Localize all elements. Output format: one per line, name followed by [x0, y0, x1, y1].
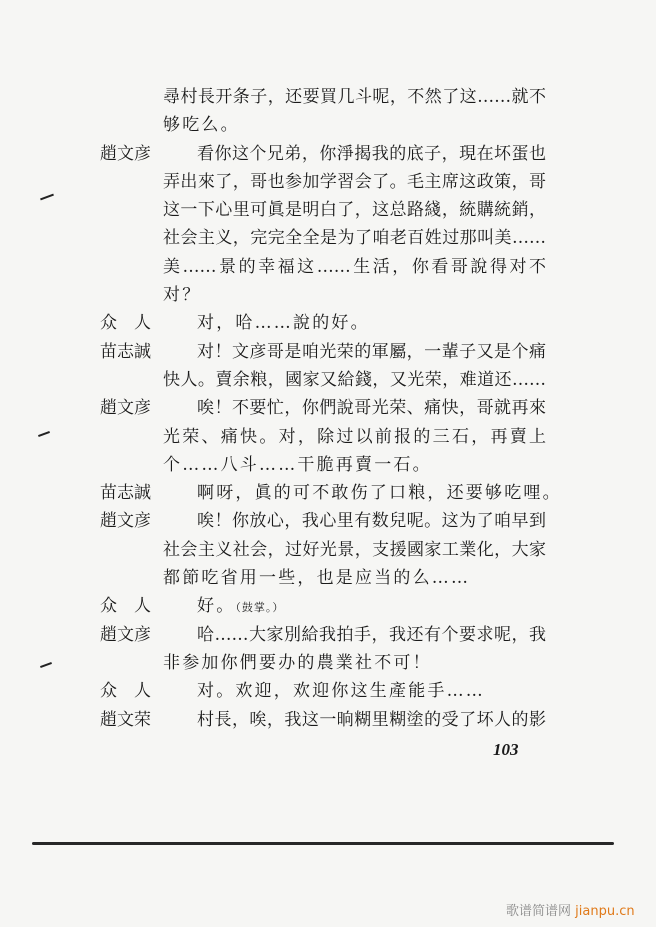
dialogue-line — [100, 592, 546, 620]
continuation-line — [100, 281, 546, 309]
line-text — [100, 196, 546, 224]
continuation-line — [100, 253, 546, 281]
script-text — [100, 83, 562, 734]
line-text — [100, 423, 546, 451]
stage-direction: （鼓掌。） — [235, 601, 285, 615]
dialogue-line — [100, 309, 546, 337]
continuation-line — [100, 366, 546, 394]
scan-speck — [40, 662, 52, 668]
line-text — [197, 621, 546, 649]
line-text-content: 够吃么。 — [163, 115, 240, 136]
line-text-content: 这一下心里可眞是明白了，这总路綫，統購統銷， — [163, 200, 546, 221]
speaker-name: 趙文彦 — [100, 143, 151, 164]
line-text — [197, 140, 546, 168]
page-number: 103 — [493, 740, 519, 759]
continuation-line — [100, 423, 546, 451]
watermark-site: 歌谱简谱网 — [506, 904, 572, 919]
line-text-content: 对，哈……說的好。 — [197, 313, 370, 334]
speaker-name: 趙文彦 — [100, 398, 151, 419]
continuation-line — [100, 224, 546, 252]
speaker-name: 趙文彦 — [100, 511, 151, 532]
line-text — [197, 338, 546, 366]
continuation-line — [100, 168, 546, 196]
speaker-name: 众 人 — [100, 313, 151, 334]
line-text-content: 哈……大家別給我拍手，我还有个要求呢，我 — [197, 624, 546, 645]
line-text-content: 个……八斗……干脆再賣一石。 — [163, 454, 432, 475]
line-text — [100, 366, 546, 394]
line-text-content: 啊呀，眞的可不敢伤了口粮，还要够吃哩。 — [197, 483, 562, 504]
line-text — [100, 168, 546, 196]
line-text-content: 社会主义，完完全全是为了咱老百姓过那叫美…… — [163, 228, 546, 249]
dialogue-line — [100, 706, 546, 734]
speaker-name: 趙文彦 — [100, 624, 151, 645]
line-text-content: 都節吃省用一些，也是应当的么…… — [163, 568, 471, 589]
line-text-content: 美……景的幸福这……生活，你看哥說得对不 — [163, 256, 546, 277]
speaker-name: 众 人 — [100, 681, 151, 702]
continuation-line — [100, 536, 546, 564]
line-text-content: 非参加你們要办的農業社不可！ — [163, 652, 432, 673]
dialogue-line — [100, 621, 546, 649]
scan-speck — [40, 194, 54, 201]
line-text — [100, 111, 546, 139]
dialogue-line — [100, 507, 546, 535]
continuation-line — [100, 564, 546, 592]
line-text-content: 看你这个兄弟，你淨揭我的底子，現在坏蛋也 — [197, 143, 546, 164]
footer-rule — [32, 842, 614, 845]
line-text-content: 尋村長开条子，还要買几斗呢，不然了这……就不 — [163, 87, 546, 107]
dialogue-line — [100, 394, 546, 422]
line-text — [197, 677, 546, 705]
line-text — [100, 649, 546, 677]
line-text-content: 村長，唉，我这一晌糊里糊塗的受了坏人的影 — [197, 709, 546, 730]
watermark — [506, 900, 635, 919]
continuation-line — [100, 649, 546, 677]
line-text-content: 好。 — [197, 596, 236, 617]
line-text-content: 对！文彦哥是咱光荣的軍屬，一輩子又是个痛 — [197, 341, 546, 362]
line-text — [100, 564, 546, 592]
dialogue-line — [100, 677, 546, 705]
continuation-line — [100, 111, 546, 139]
continuation-line — [100, 196, 546, 224]
speaker-name: 苗志誠 — [100, 341, 151, 362]
speaker-name: 趙文荣 — [100, 709, 151, 730]
line-text — [197, 479, 562, 507]
line-text-content: 唉！你放心，我心里有数兒呢。这为了咱早到 — [197, 511, 546, 532]
line-text — [197, 592, 546, 620]
line-text — [100, 83, 546, 111]
continuation-line — [100, 83, 546, 111]
line-text-content: 对。欢迎，欢迎你这生產能手…… — [197, 681, 485, 702]
speaker-name: 苗志誠 — [100, 483, 151, 504]
watermark-url: jianpu.cn — [575, 904, 635, 919]
line-text — [100, 536, 546, 564]
line-text — [100, 253, 546, 281]
line-text-content: 光荣、痛快。对，除过以前报的三石，再賣上 — [163, 426, 546, 447]
line-text-content: 唉！不要忙，你們說哥光荣、痛快，哥就再來 — [197, 398, 546, 419]
line-text — [197, 507, 546, 535]
dialogue-line — [100, 338, 546, 366]
line-text — [100, 281, 546, 309]
dialogue-line — [100, 140, 546, 168]
line-text-content: 对？ — [163, 285, 202, 306]
speaker-name: 众 人 — [100, 596, 151, 617]
line-text — [100, 451, 546, 479]
dialogue-line — [100, 479, 562, 507]
scan-speck — [38, 431, 50, 437]
line-text — [197, 309, 546, 337]
line-text — [100, 224, 546, 252]
line-text — [197, 394, 546, 422]
line-text-content: 弄出來了，哥也参加学習会了。毛主席这政策，哥 — [163, 171, 546, 192]
continuation-line — [100, 451, 546, 479]
line-text-content: 快人。賣余粮，國家又給錢，又光荣，难道还…… — [163, 369, 546, 390]
line-text — [197, 706, 546, 734]
line-text-content: 社会主义社会，过好光景，支援國家工業化，大家 — [163, 539, 546, 560]
